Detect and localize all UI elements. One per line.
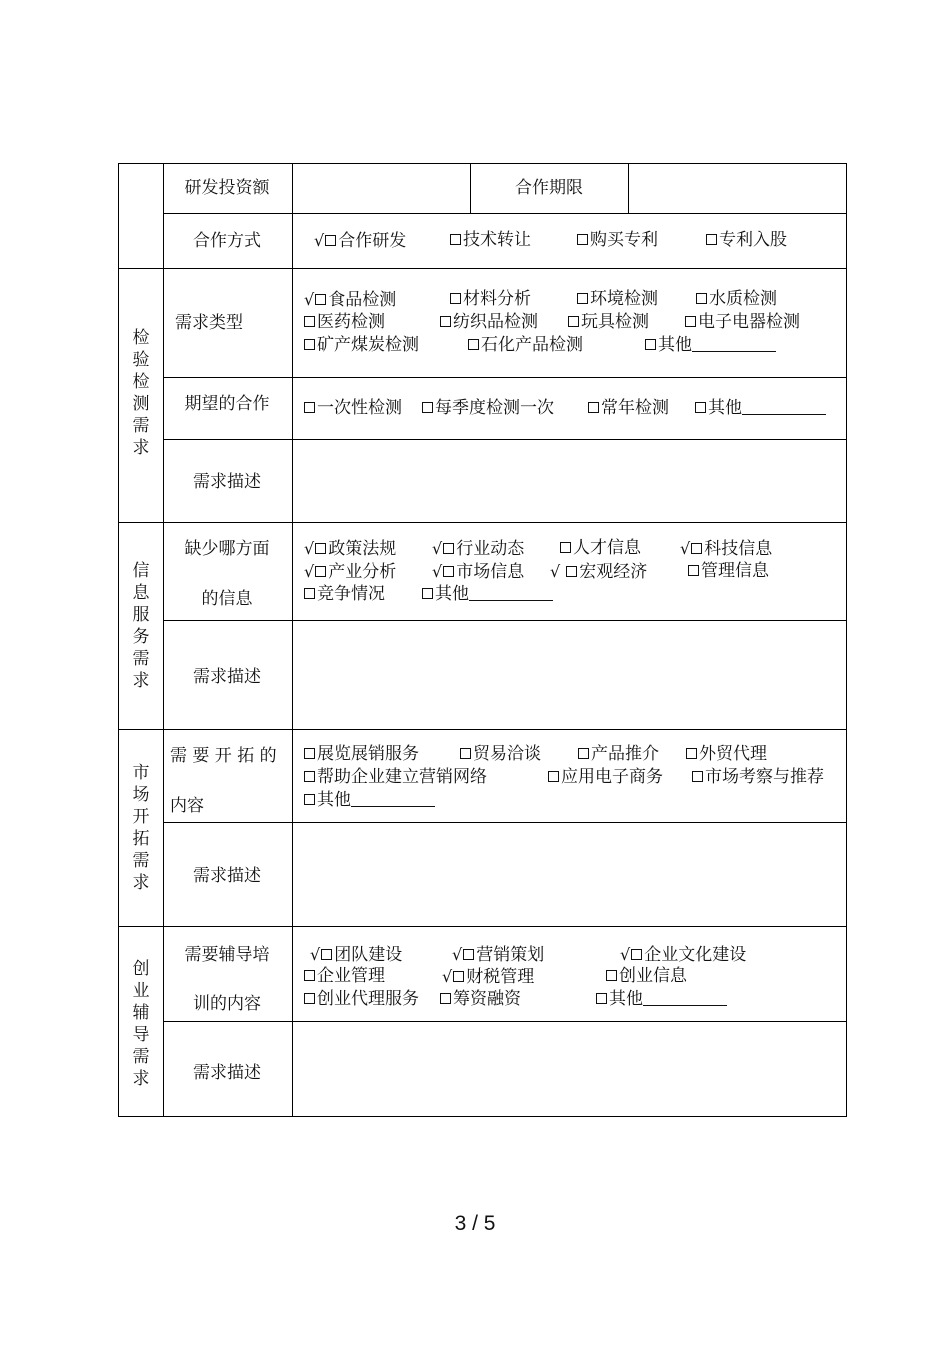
checkbox-icon bbox=[468, 339, 479, 350]
option-item[interactable]: 应用电子商务 bbox=[548, 766, 663, 789]
checkbox-icon bbox=[450, 234, 461, 245]
check-mark-icon: √ bbox=[310, 945, 321, 964]
option-item[interactable]: 常年检测 bbox=[588, 397, 669, 420]
option-item[interactable]: 创业代理服务 bbox=[304, 988, 419, 1011]
missing-info-label-line2: 的信息 bbox=[201, 589, 253, 609]
checkbox-icon bbox=[304, 316, 315, 327]
checkbox-icon bbox=[596, 993, 607, 1004]
checkbox-icon bbox=[692, 771, 703, 782]
option-item[interactable]: √ 行业动态 bbox=[432, 539, 525, 559]
option-item[interactable]: 购买专利 bbox=[577, 229, 658, 252]
option-item[interactable]: 展览展销服务 bbox=[304, 743, 419, 766]
checkbox-icon bbox=[443, 543, 454, 554]
checkbox-icon bbox=[695, 402, 706, 413]
checkbox-icon bbox=[304, 748, 315, 759]
coop-mode-label: 合作方式 bbox=[193, 231, 261, 251]
coop-period-label: 合作期限 bbox=[515, 178, 583, 198]
check-mark-icon: √ bbox=[314, 231, 325, 250]
checkbox-icon bbox=[560, 542, 571, 553]
option-item[interactable]: 矿产煤炭检测 bbox=[304, 334, 419, 357]
section-title-market: 市场开拓需求 bbox=[132, 763, 150, 893]
option-item[interactable]: √ 营销策划 bbox=[452, 945, 545, 965]
fill-in-blank[interactable] bbox=[469, 584, 553, 601]
checkbox-icon bbox=[304, 339, 315, 350]
checkbox-icon bbox=[691, 543, 702, 554]
checkbox-icon bbox=[696, 293, 707, 304]
checkbox-icon bbox=[422, 588, 433, 599]
checkbox-icon bbox=[304, 794, 315, 805]
checkbox-icon bbox=[463, 949, 474, 960]
option-item[interactable]: 一次性检测 bbox=[304, 397, 402, 420]
section-title-startup: 创业辅导需求 bbox=[132, 959, 150, 1089]
checkbox-icon bbox=[321, 949, 332, 960]
checkbox-icon bbox=[588, 402, 599, 413]
market-desc-label: 需求描述 bbox=[193, 866, 261, 886]
section-title-inspection: 检验检测需求 bbox=[132, 328, 150, 458]
info-desc-field[interactable] bbox=[293, 621, 846, 729]
checkbox-icon bbox=[315, 543, 326, 554]
check-mark-icon: √ bbox=[432, 562, 443, 581]
checkbox-icon bbox=[325, 235, 336, 246]
expected-coop-label: 期望的合作 bbox=[184, 394, 270, 414]
check-mark-icon: √ bbox=[550, 562, 566, 581]
option-item[interactable]: 电子电器检测 bbox=[685, 311, 800, 334]
check-mark-icon: √ bbox=[680, 539, 691, 558]
checkbox-icon bbox=[422, 402, 433, 413]
option-item[interactable]: √ 财税管理 bbox=[442, 967, 535, 987]
invest-amount-field[interactable] bbox=[293, 164, 469, 212]
checkbox-icon bbox=[566, 566, 577, 577]
check-mark-icon: √ bbox=[452, 945, 463, 964]
demand-type-label: 需求类型 bbox=[175, 313, 243, 333]
inspection-desc-label: 需求描述 bbox=[193, 472, 261, 492]
startup-desc-field[interactable] bbox=[293, 1022, 846, 1116]
checkbox-icon bbox=[706, 234, 717, 245]
option-item[interactable]: √ 政策法规 bbox=[304, 539, 397, 559]
checkbox-icon bbox=[440, 993, 451, 1004]
info-desc-label: 需求描述 bbox=[193, 667, 261, 687]
checkbox-icon bbox=[304, 970, 315, 981]
checkbox-icon bbox=[450, 293, 461, 304]
checkbox-icon bbox=[304, 993, 315, 1004]
option-item[interactable]: 医药检测 bbox=[304, 311, 385, 334]
option-item[interactable]: 创业信息 bbox=[606, 965, 687, 988]
option-item[interactable]: 帮助企业建立营销网络 bbox=[304, 766, 487, 789]
training-content-label-line1: 需要辅导培 bbox=[184, 945, 270, 965]
option-item[interactable]: √ 合作研发 bbox=[314, 231, 407, 251]
checkbox-icon bbox=[686, 748, 697, 759]
option-item[interactable]: 其他 bbox=[422, 583, 553, 606]
checkbox-icon bbox=[688, 565, 699, 576]
option-item[interactable]: 竞争情况 bbox=[304, 583, 385, 606]
checkbox-icon bbox=[548, 771, 559, 782]
option-item[interactable]: √ 企业文化建设 bbox=[620, 945, 747, 965]
training-content-label-line2: 训的内容 bbox=[193, 994, 261, 1014]
option-item[interactable]: √ 食品检测 bbox=[304, 290, 397, 310]
checkbox-icon bbox=[577, 234, 588, 245]
option-item[interactable]: 市场考察与推荐 bbox=[692, 766, 824, 789]
check-mark-icon: √ bbox=[432, 539, 443, 558]
checkbox-icon bbox=[460, 748, 471, 759]
check-mark-icon: √ bbox=[304, 562, 315, 581]
market-content-label-line2: 内容 bbox=[170, 796, 204, 816]
option-item[interactable]: √ 产业分析 bbox=[304, 562, 397, 582]
option-item[interactable]: 水质检测 bbox=[696, 288, 777, 311]
fill-in-blank[interactable] bbox=[692, 335, 776, 352]
invest-amount-label: 研发投资额 bbox=[184, 178, 270, 198]
checkbox-icon bbox=[578, 748, 589, 759]
option-item[interactable]: 材料分析 bbox=[450, 288, 531, 311]
page-number: 3 / 5 bbox=[454, 1212, 496, 1235]
option-item[interactable]: 其他 bbox=[645, 334, 776, 357]
option-item[interactable]: √ 团队建设 bbox=[310, 945, 403, 965]
fill-in-blank[interactable] bbox=[351, 790, 435, 807]
checkbox-icon bbox=[685, 316, 696, 327]
option-item[interactable]: 其他 bbox=[695, 397, 826, 420]
option-item[interactable]: 企业管理 bbox=[304, 965, 385, 988]
option-item[interactable]: 纺织品检测 bbox=[440, 311, 538, 334]
option-item[interactable]: 产品推介 bbox=[578, 743, 659, 766]
checkbox-icon bbox=[443, 566, 454, 577]
option-item[interactable]: 筹资融资 bbox=[440, 988, 521, 1011]
option-item[interactable]: √ 科技信息 bbox=[680, 539, 773, 559]
option-item[interactable]: 管理信息 bbox=[688, 560, 769, 583]
option-item[interactable]: 其他 bbox=[596, 988, 727, 1011]
option-item[interactable]: 技术转让 bbox=[450, 229, 531, 252]
option-item[interactable]: 外贸代理 bbox=[686, 743, 767, 766]
checkbox-icon bbox=[304, 771, 315, 782]
option-item[interactable]: 专利入股 bbox=[706, 229, 787, 252]
checkbox-icon bbox=[440, 316, 451, 327]
checkbox-icon bbox=[631, 949, 642, 960]
checkbox-icon bbox=[315, 566, 326, 577]
checkbox-icon bbox=[645, 339, 656, 350]
option-item[interactable]: √ 宏观经济 bbox=[550, 562, 648, 582]
check-mark-icon: √ bbox=[620, 945, 631, 964]
fill-in-blank[interactable] bbox=[742, 398, 826, 415]
checkbox-icon bbox=[453, 971, 464, 982]
startup-desc-label: 需求描述 bbox=[193, 1063, 261, 1083]
checkbox-icon bbox=[606, 970, 617, 981]
checkbox-icon bbox=[304, 588, 315, 599]
checkbox-icon bbox=[304, 402, 315, 413]
option-item[interactable]: 玩具检测 bbox=[568, 311, 649, 334]
checkbox-icon bbox=[315, 294, 326, 305]
coop-period-field[interactable] bbox=[629, 164, 846, 212]
option-item[interactable]: 每季度检测一次 bbox=[422, 397, 554, 420]
fill-in-blank[interactable] bbox=[643, 989, 727, 1006]
checkbox-icon bbox=[577, 293, 588, 304]
check-mark-icon: √ bbox=[442, 967, 453, 986]
option-item[interactable]: 人才信息 bbox=[560, 537, 641, 560]
market-desc-field[interactable] bbox=[293, 823, 846, 926]
option-item[interactable]: 环境检测 bbox=[577, 288, 658, 311]
missing-info-label-line1: 缺少哪方面 bbox=[184, 539, 270, 559]
section-title-info: 信息服务需求 bbox=[132, 561, 150, 691]
option-item[interactable]: √ 市场信息 bbox=[432, 562, 525, 582]
market-content-label-line1: 需 要 开 拓 的 bbox=[170, 746, 277, 766]
inspection-desc-field[interactable] bbox=[293, 440, 846, 522]
option-item[interactable]: 石化产品检测 bbox=[468, 334, 583, 357]
checkbox-icon bbox=[568, 316, 579, 327]
option-item[interactable]: 其他 bbox=[304, 789, 435, 812]
option-item[interactable]: 贸易洽谈 bbox=[460, 743, 541, 766]
check-mark-icon: √ bbox=[304, 290, 315, 309]
check-mark-icon: √ bbox=[304, 539, 315, 558]
